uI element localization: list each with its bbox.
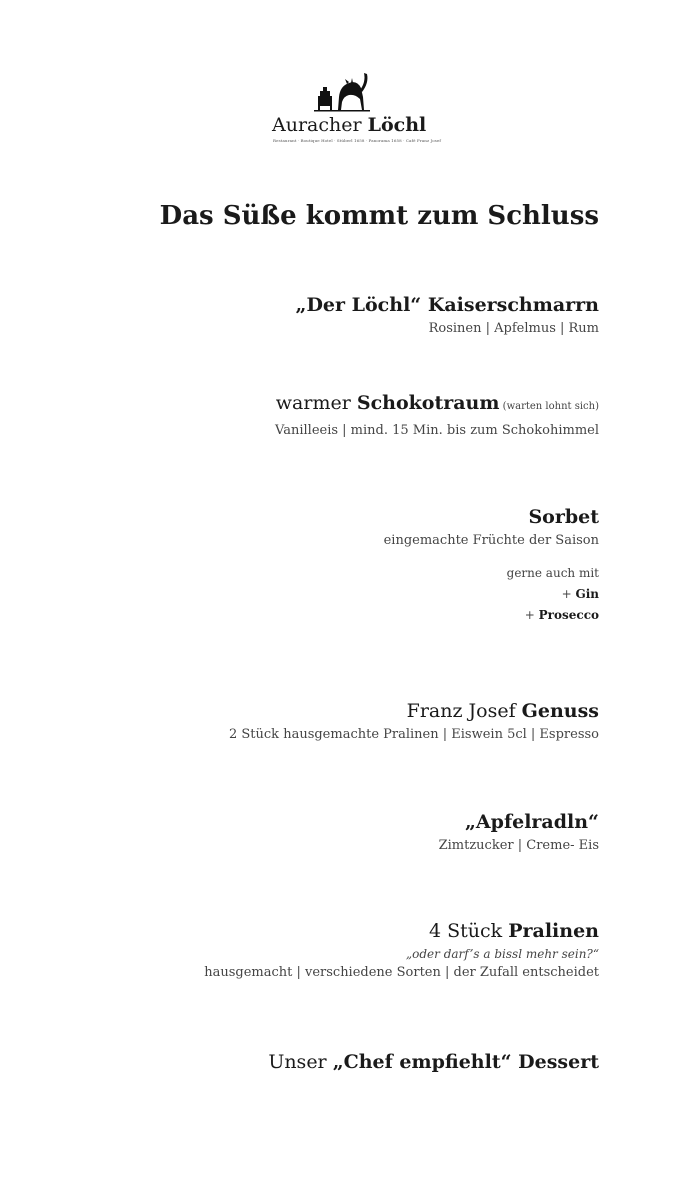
extra-option-prosecco: + Prosecco [524,608,599,622]
cat-and-piano-icon [314,70,374,112]
menu-item-kaiserschmarrn [296,291,599,339]
item-name: 4 Stück Pralinen [429,920,599,942]
item-description: Zimtzucker | Creme- Eis [438,838,599,853]
extra-option-gin: + Gin [561,587,599,601]
item-description: Rosinen | Apfelmus | Rum [428,321,599,336]
menu-item-sorbet [384,503,599,626]
item-description: hausgemacht | verschiedene Sorten | der Zufall entscheidet [204,965,599,980]
item-name: Sorbet [528,506,599,528]
menu-item-chef-dessert [268,1048,599,1076]
item-quote: „oder darf’s a bissl mehr sein?“ [405,947,599,961]
menu-item-genuss [229,697,599,745]
brand-tagline: Restaurant · Boutique Hotel · Stüberl 1658 · Panorama 1658 · Café Franz Josef [273,138,441,143]
extras-intro: gerne auch mit [506,566,599,580]
brand-name: Auracher Löchl [272,114,427,136]
item-name: Franz Josef Genuss [406,700,599,722]
item-name: Unser „Chef empfiehlt“ Dessert [268,1051,599,1073]
logo [262,70,441,150]
item-description: 2 Stück hausgemachte Pralinen | Eiswein 5cl | Espresso [229,727,599,742]
item-name: warmer Schokotraum (warten lohnt sich) [275,392,599,414]
item-description: Vanilleeis | mind. 15 Min. bis zum Schokohimmel [275,423,599,438]
item-description: eingemachte Früchte der Saison [383,533,599,548]
page-title: Das Süße kommt zum Schluss [159,201,599,231]
item-name: „Der Löchl“ Kaiserschmarrn [295,294,599,316]
menu-item-apfelradln [439,808,599,856]
menu-item-schokotraum [275,389,599,441]
item-name: „Apfelradln“ [464,811,599,833]
menu-item-pralinen [204,917,599,983]
